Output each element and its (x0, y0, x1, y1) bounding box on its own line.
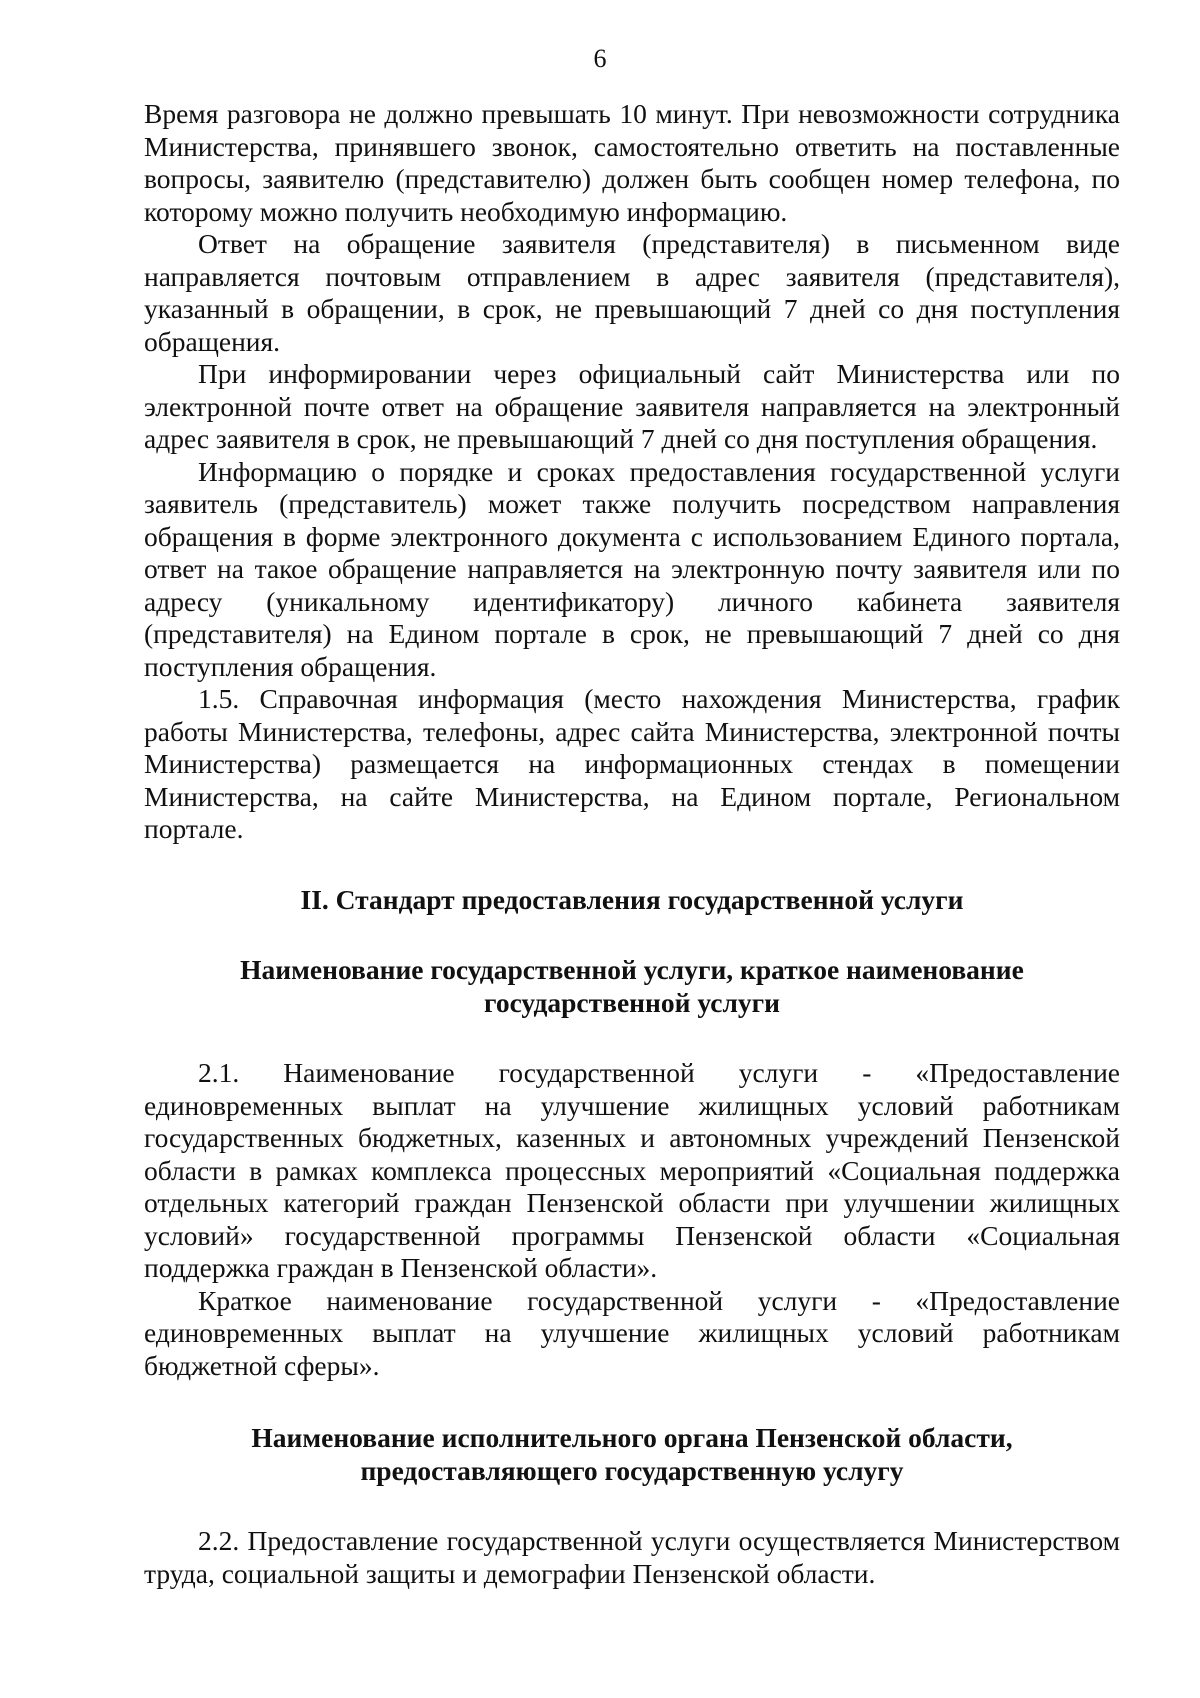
spacer (144, 1382, 1120, 1422)
paragraph: 2.2. Предоставление государственной услуги осуществляется Министерством труда, социальной защиты и демографии Пензенской области. (144, 1525, 1120, 1589)
paragraph: 2.1. Наименование государственной услуги - «Предоставление единовременных выплат на улучшение жилищных условий работникам государственных бюджетных, казенных и автономных учреждений Пензенской области в рамках комплекса процессных мероприятий «Социальная поддержка отдельных категорий граждан Пензенской области при улучшении жилищных условий» государственной программы Пензенской области «Социальная поддержка граждан в Пензенской области». (144, 1057, 1120, 1283)
page-number: 6 (593, 44, 607, 73)
spacer (144, 916, 1120, 954)
document-body (144, 98, 1120, 1590)
paragraph: Информацию о порядке и сроках предоставления государственной услуги заявитель (представитель) может также получить посредством направления обращения в форме электронного документа с использованием Единого портала, ответ на такое обращение направляется на электронную почту заявителя или по адресу (уникальному идентификатору) личного кабинета заявителя (представителя) на Едином портале в срок, не превышающий 7 дней со дня поступления обращения. (144, 455, 1120, 682)
section-title: II. Стандарт предоставления государственной услуги (300, 883, 964, 915)
paragraph: Краткое наименование государственной услуги - «Предоставление единовременных выплат на улучшение жилищных условий работникам бюджетной сферы». (144, 1284, 1120, 1381)
paragraph: При информировании через официальный сайт Министерства или по электронной почте ответ на обращение заявителя направляется на электронный адрес заявителя в срок, не превышающий 7 дней со дня поступления обращения. (144, 358, 1120, 454)
paragraph: Ответ на обращение заявителя (представителя) в письменном виде направляется почтовым отправлением в адрес заявителя (представителя), указанный в обращении, в срок, не превышающий 7 дней со дня поступления обращения. (144, 228, 1120, 357)
spacer (144, 1019, 1120, 1057)
spacer (144, 846, 1120, 884)
subsection-heading-service-name: Наименование государственной услуги, краткое наименование государственной услуги (240, 954, 1024, 1018)
paragraph: Время разговора не должно превышать 10 минут. При невозможности сотрудника Министерства, принявшего звонок, самостоятельно ответить на поставленные вопросы, заявителю (представителю) должен быть сообщен номер телефона, по которому можно получить необходимую информацию. (144, 98, 1120, 227)
spacer (144, 1487, 1120, 1525)
subsection-heading-authority: Наименование исполнительного органа Пензенской области, предоставляющего государственную услугу (251, 1422, 1013, 1486)
paragraph: 1.5. Справочная информация (место нахождения Министерства, график работы Министерства, телефоны, адрес сайта Министерства, электронной почты Министерства) размещается на информационных стендах в помещении Министерства, на сайте Министерства, на Едином портале, Региональном портале. (144, 683, 1120, 844)
